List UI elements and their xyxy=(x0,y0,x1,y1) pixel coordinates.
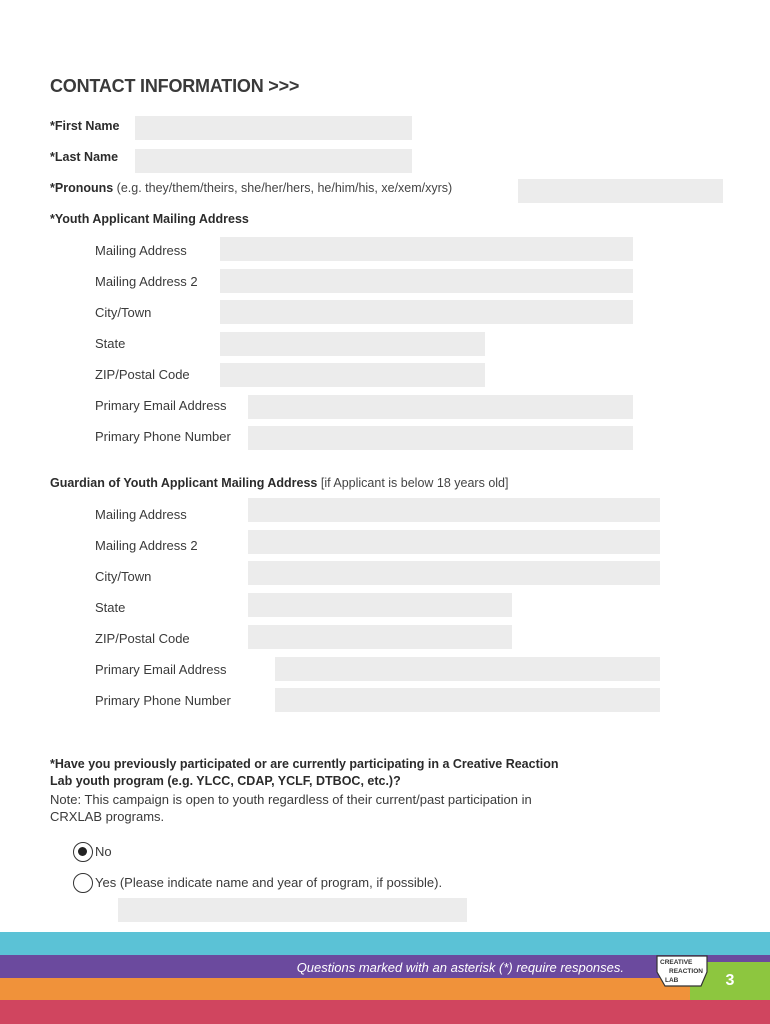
pronouns-field[interactable] xyxy=(518,179,723,203)
guardian-heading-text: Guardian of Youth Applicant Mailing Address xyxy=(50,476,318,490)
youth-mailing-address-2-field[interactable] xyxy=(220,269,633,293)
youth-phone-label: Primary Phone Number xyxy=(95,429,231,444)
guardian-mailing-address-2-label: Mailing Address 2 xyxy=(95,538,198,553)
radio-selected-dot xyxy=(78,847,87,856)
section-title: CONTACT INFORMATION >>> xyxy=(50,76,300,96)
youth-state-label: State xyxy=(95,336,126,351)
participation-note-line2: CRXLAB programs. xyxy=(50,809,165,824)
youth-mailing-address-field[interactable] xyxy=(220,237,633,261)
guardian-phone-field[interactable] xyxy=(275,688,660,712)
participation-note-line1: Note: This campaign is open to youth regardless of their current/past participation in xyxy=(50,792,532,807)
pronouns-hint: (e.g. they/them/theirs, she/her/hers, he/him/his, xe/xem/xyrs) xyxy=(113,181,453,195)
guardian-zip-label: ZIP/Postal Code xyxy=(95,631,190,646)
guardian-phone-label: Primary Phone Number xyxy=(95,693,231,708)
guardian-email-field[interactable] xyxy=(275,657,660,681)
creative-reaction-lab-logo xyxy=(655,954,711,988)
first-name-field[interactable] xyxy=(135,116,412,140)
logo-word-reaction: REACTION xyxy=(669,968,703,975)
youth-mailing-address-2-label: Mailing Address 2 xyxy=(95,274,198,289)
youth-city-label: City/Town xyxy=(95,305,152,320)
youth-city-field[interactable] xyxy=(220,300,633,324)
youth-state-field[interactable] xyxy=(220,332,485,356)
logo-word-lab: LAB xyxy=(665,977,679,984)
youth-email-label: Primary Email Address xyxy=(95,398,227,413)
footer-stripe-red xyxy=(0,1000,770,1024)
pronouns-label-text: *Pronouns xyxy=(50,181,114,195)
radio-yes[interactable] xyxy=(73,873,93,893)
program-details-field[interactable] xyxy=(118,898,467,922)
radio-no[interactable] xyxy=(73,842,93,862)
footer-asterisk-note: Questions marked with an asterisk (*) require responses. xyxy=(296,960,624,975)
last-name-field[interactable] xyxy=(135,149,412,173)
guardian-qualifier: [if Applicant is below 18 years old] xyxy=(317,476,509,490)
guardian-email-label: Primary Email Address xyxy=(95,662,227,677)
youth-email-field[interactable] xyxy=(248,395,633,419)
logo-word-creative: CREATIVE xyxy=(660,959,693,966)
youth-zip-field[interactable] xyxy=(220,363,485,387)
guardian-mailing-address-2-field[interactable] xyxy=(248,530,660,554)
page-number: 3 xyxy=(690,962,770,1000)
youth-mailing-address-label: Mailing Address xyxy=(95,243,187,258)
guardian-mailing-address-label: Mailing Address xyxy=(95,507,187,522)
guardian-state-field[interactable] xyxy=(248,593,512,617)
first-name-label: *First Name xyxy=(50,119,120,133)
youth-zip-label: ZIP/Postal Code xyxy=(95,367,190,382)
guardian-mailing-address-field[interactable] xyxy=(248,498,660,522)
guardian-zip-field[interactable] xyxy=(248,625,512,649)
participation-question-line1: *Have you previously participated or are currently participating in a Creative Reaction xyxy=(50,757,559,771)
radio-no-label: No xyxy=(95,844,112,859)
youth-address-heading: *Youth Applicant Mailing Address xyxy=(50,212,249,226)
youth-phone-field[interactable] xyxy=(248,426,633,450)
last-name-label: *Last Name xyxy=(50,150,119,164)
guardian-state-label: State xyxy=(95,600,126,615)
pronouns-label xyxy=(50,181,452,195)
guardian-city-label: City/Town xyxy=(95,569,152,584)
participation-question-line2: Lab youth program (e.g. YLCC, CDAP, YCLF, DTBOC, etc.)? xyxy=(50,774,401,788)
guardian-address-heading xyxy=(50,476,508,490)
footer-stripe-teal xyxy=(0,932,770,955)
radio-yes-label: Yes (Please indicate name and year of program, if possible). xyxy=(95,875,443,890)
guardian-city-field[interactable] xyxy=(248,561,660,585)
